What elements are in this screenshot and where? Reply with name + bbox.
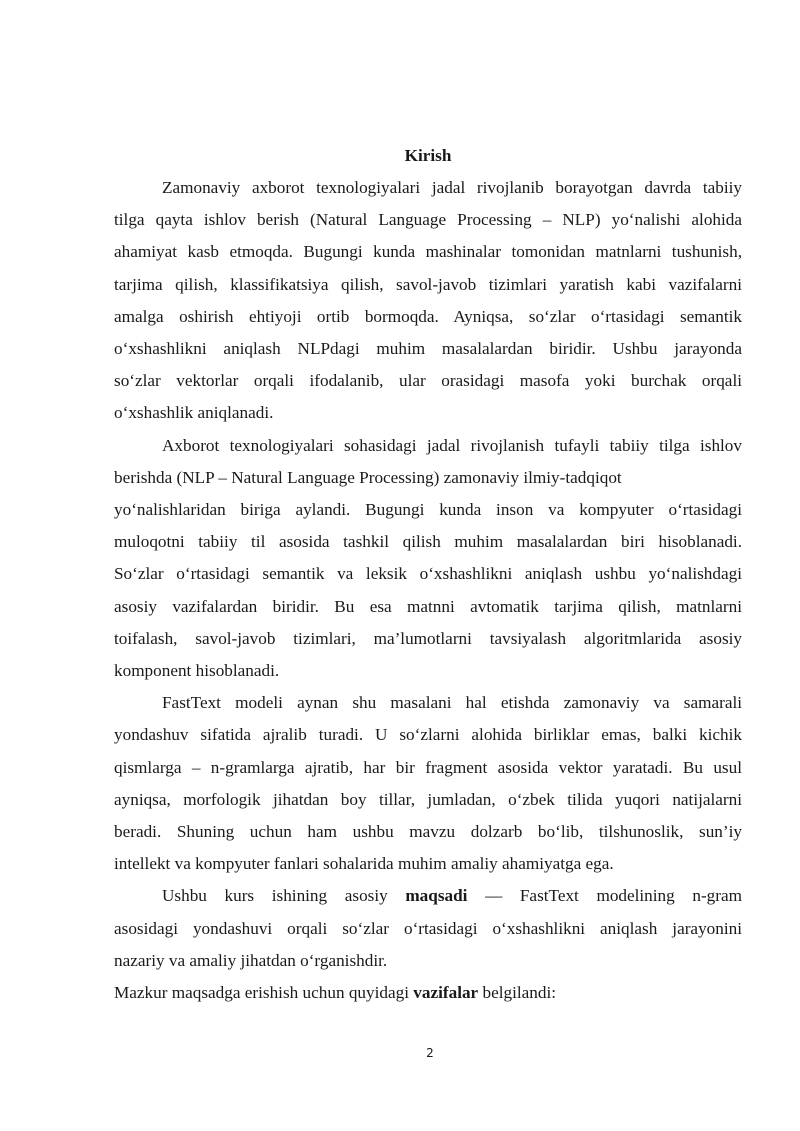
bold-term-vazifalar: vazifalar — [413, 983, 479, 1003]
text-line: intellekt va kompyuter fanlari sohalarida muhim amaliy ahamiyatga ega. — [114, 854, 614, 874]
text-line: muloqotni tabiiy til asosida tashkil qilish muhim masalalardan biri hisoblanadi. — [114, 532, 742, 552]
text-line: o‘xshashlik aniqlanadi. — [114, 403, 274, 423]
text-line: tilga qayta ishlov berish (Natural Language Processing – NLP) yo‘nalishi alohida — [114, 210, 742, 230]
text-line: nazariy va amaliy jihatdan o‘rganishdir. — [114, 950, 388, 970]
paragraph-tasks — [114, 977, 742, 1009]
text-segment: Mazkur maqsadga erishish uchun quyidagi — [114, 983, 414, 1003]
document-page — [114, 140, 742, 1009]
text-segment: Ushbu kurs ishining asosiy — [162, 886, 406, 906]
text-line: asosiy vazifalardan biridir. Bu esa matnni avtomatik tarjima qilish, matnlarni — [114, 596, 742, 616]
text-line: Axborot texnologiyalari sohasidagi jadal rivojlanish tufayli tabiiy tilga ishlov — [162, 435, 742, 455]
text-line: asosidagi yondashuvi orqali so‘zlar o‘rtasidagi o‘xshashlikni aniqlash jarayonini — [114, 918, 742, 938]
paragraph-nlp — [114, 430, 742, 688]
text-line: toifalash, savol-javob tizimlari, ma’lumotlarni tavsiyalash algoritmlarida asosiy — [114, 628, 742, 648]
text-line: beradi. Shuning uchun ham ushbu mavzu dolzarb bo‘lib, tilshunoslik, sun’iy — [114, 822, 742, 842]
text-line: komponent hisoblanadi. — [114, 661, 280, 681]
text-line: ahamiyat kasb etmoqda. Bugungi kunda mashinalar tomonidan matnlarni tushunish, — [114, 242, 742, 262]
paragraph-fasttext — [114, 687, 742, 880]
paragraph-purpose — [114, 880, 742, 977]
text-segment: — FastText modelining n-gram — [467, 886, 742, 906]
text-line: qismlarga – n-gramlarga ajratib, har bir fragment asosida vektor yaratadi. Bu usul — [114, 757, 742, 777]
section-heading: Kirish — [404, 146, 452, 165]
bold-term-maqsadi: maqsadi — [405, 886, 468, 906]
text-line: yo‘nalishlaridan biriga aylandi. Bugungi kunda inson va kompyuter o‘rtasidagi — [114, 500, 742, 520]
text-line: yondashuv sifatida ajralib turadi. U so‘zlarni alohida birliklar emas, balki kichik — [114, 725, 742, 745]
text-line: tarjima qilish, klassifikatsiya qilish, savol-javob tizimlari yaratish kabi vazifalarni — [114, 274, 742, 294]
text-line: ayniqsa, morfologik jihatdan boy tillar, jumladan, o‘zbek tilida yuqori natijalarni — [114, 789, 742, 809]
text-line: Zamonaviy axborot texnologiyalari jadal rivojlanib borayotgan davrda tabiiy — [162, 178, 742, 197]
text-segment: belgilandi: — [478, 983, 557, 1003]
text-line — [114, 977, 742, 1009]
page-number: 2 — [426, 1046, 434, 1060]
text-line — [114, 880, 742, 912]
text-line: So‘zlar o‘rtasidagi semantik va leksik o‘xshashlikni aniqlash ushbu yo‘nalishdagi — [114, 564, 742, 584]
text-line: o‘xshashlikni aniqlash NLPdagi muhim masalalardan biridir. Ushbu jarayonda — [114, 339, 742, 359]
text-line: so‘zlar vektorlar orqali ifodalanib, ular orasidagi masofa yoki burchak orqali — [114, 371, 742, 391]
text-line: FastText modeli aynan shu masalani hal etishda zamonaviy va samarali — [162, 693, 742, 713]
text-line: amalga oshirish ehtiyoji ortib bormoqda. Ayniqsa, so‘zlar o‘rtasidagi semantik — [114, 306, 742, 326]
paragraph-intro — [114, 172, 742, 430]
text-line: berishda (NLP – Natural Language Processing) zamonaviy ilmiy-tadqiqot — [114, 467, 622, 487]
